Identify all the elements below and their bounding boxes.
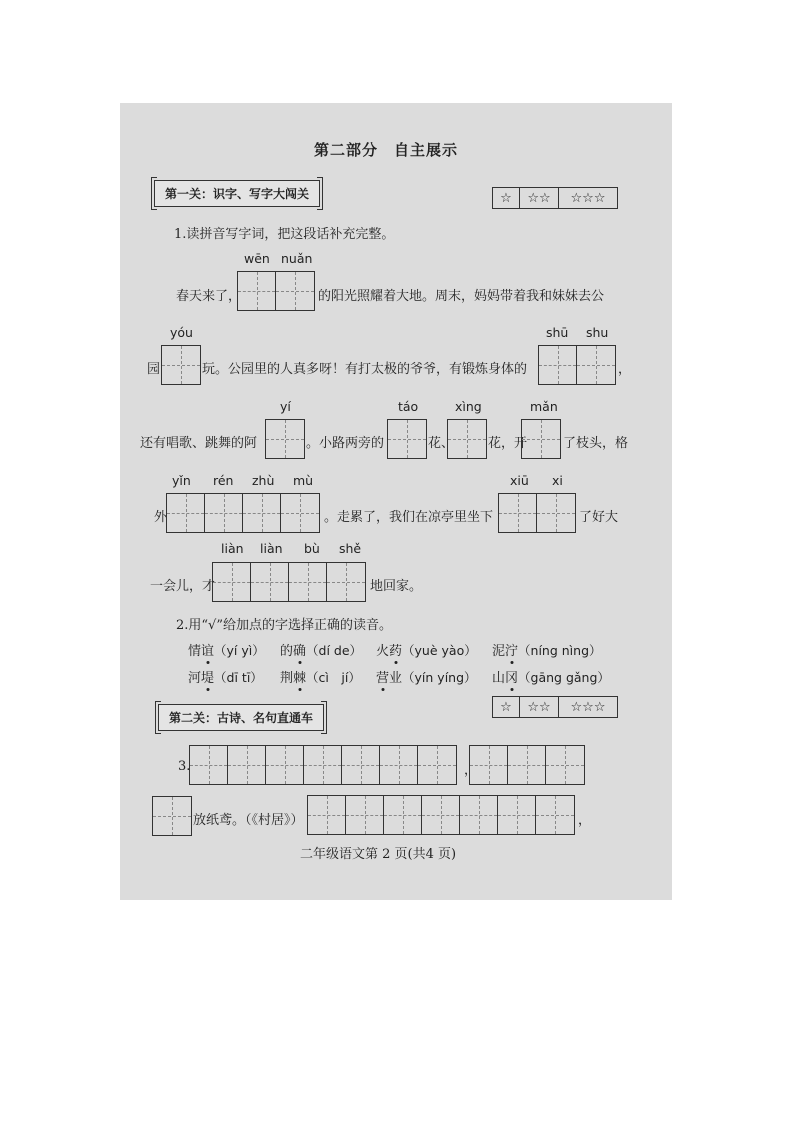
line2-text-a: 园: [147, 362, 161, 377]
char-box[interactable]: [522, 420, 560, 458]
q2-instruction: 2.用“√”给加点的字选择正确的读音。: [176, 618, 392, 633]
answer-boxes-shu-shu[interactable]: [538, 345, 616, 385]
pinyin-you: yóu: [170, 325, 193, 340]
char-box[interactable]: [190, 746, 228, 784]
q2-item-4[interactable]: 泥泞（níng nìng）: [492, 640, 602, 659]
char-box[interactable]: [238, 272, 276, 310]
char-box[interactable]: [470, 746, 508, 784]
line1-text-b: 的阳光照耀着大地。周末，妈妈带着我和妹妹去公: [318, 289, 605, 304]
char-box[interactable]: [327, 563, 365, 601]
char-box[interactable]: [508, 746, 546, 784]
line3-text-b: 。小路两旁的: [306, 436, 385, 451]
char-box[interactable]: [380, 746, 418, 784]
char-box[interactable]: [304, 746, 342, 784]
dotted-char: 确: [293, 640, 306, 659]
q2-item-2[interactable]: 的确（dí de）: [280, 640, 362, 659]
pinyin-mu: mù: [293, 473, 314, 488]
dotted-char: 泞: [505, 640, 518, 659]
pinyin-ren: rén: [213, 473, 234, 488]
line4-text-b: 。走累了，我们在凉亭里坐下: [324, 510, 494, 525]
answer-boxes-wen-nuan[interactable]: [237, 271, 315, 311]
pinyin-yi: yí: [280, 399, 291, 414]
pinyin-yin: yǐn: [172, 473, 191, 488]
dotted-char: 堤: [201, 667, 214, 686]
poem-boxes-line2[interactable]: [469, 745, 585, 785]
page-footer: 二年级语文第 2 页(共4 页): [300, 847, 457, 862]
section-2-star-rating[interactable]: [492, 696, 618, 718]
q2-item-1[interactable]: 情谊（yí yì）: [188, 640, 265, 659]
char-box[interactable]: [243, 494, 281, 532]
pinyin-zhu: zhù: [252, 473, 275, 488]
answer-boxes-lian-lian-bu-she[interactable]: [212, 562, 366, 602]
answer-boxes-yin-ren-zhu-mu[interactable]: [166, 493, 320, 533]
q3-comma-2: ，: [578, 813, 592, 828]
line2-text-c: ，: [618, 362, 632, 377]
line4-text-a: 外: [154, 510, 168, 525]
char-box[interactable]: [167, 494, 205, 532]
pinyin-man: mǎn: [530, 399, 558, 414]
answer-box-man[interactable]: [521, 419, 561, 459]
pinyin-shu2: shu: [586, 325, 609, 340]
star-rating-2[interactable]: ☆☆: [520, 697, 559, 717]
char-box[interactable]: [153, 797, 191, 835]
dotted-char: 谊: [201, 640, 214, 659]
char-box[interactable]: [384, 796, 422, 834]
char-box[interactable]: [308, 796, 346, 834]
char-box[interactable]: [536, 796, 574, 834]
char-box[interactable]: [537, 494, 575, 532]
answer-box-yi[interactable]: [265, 419, 305, 459]
char-box[interactable]: [546, 746, 584, 784]
char-box[interactable]: [213, 563, 251, 601]
char-box[interactable]: [539, 346, 577, 384]
char-box[interactable]: [289, 563, 327, 601]
q2-item-8[interactable]: 山冈（gāng gǎng）: [492, 667, 610, 686]
pinyin-lian2: liàn: [260, 541, 283, 556]
pinyin-shu1: shū: [546, 325, 569, 340]
char-box[interactable]: [276, 272, 314, 310]
char-box[interactable]: [499, 494, 537, 532]
answer-box-tao[interactable]: [387, 419, 427, 459]
char-box[interactable]: [205, 494, 243, 532]
char-box[interactable]: [448, 420, 486, 458]
q3-comma-1: ，: [464, 763, 478, 778]
q2-item-5[interactable]: 河堤（dī tī）: [188, 667, 263, 686]
q1-instruction: 1.读拼音写字词，把这段话补充完整。: [174, 227, 395, 242]
char-box[interactable]: [228, 746, 266, 784]
pinyin-xiu: xiū: [510, 473, 529, 488]
q3-text-mid: 放纸鸢。（《村居》）: [193, 813, 304, 828]
answer-box-you[interactable]: [161, 345, 201, 385]
poem-boxes-line1[interactable]: [189, 745, 457, 785]
star-rating-2[interactable]: ☆☆: [520, 188, 559, 208]
char-box[interactable]: [342, 746, 380, 784]
star-rating-3[interactable]: ☆☆☆: [570, 190, 606, 206]
char-box[interactable]: [251, 563, 289, 601]
star-rating-1[interactable]: ☆: [493, 188, 520, 208]
dotted-char: 冈: [505, 667, 518, 686]
pinyin-tao: táo: [398, 399, 419, 414]
section-1-star-rating[interactable]: [492, 187, 618, 209]
line5-text-a: 一会儿，才: [150, 579, 216, 594]
char-box[interactable]: [577, 346, 615, 384]
char-box[interactable]: [266, 420, 304, 458]
pinyin-lian1: liàn: [221, 541, 244, 556]
section-1-label: 第一关：识字、写字大闯关: [154, 180, 320, 207]
line4-text-c: 了好大: [579, 510, 619, 525]
line3-text-e: 了枝头，格: [563, 436, 629, 451]
line5-text-b: 地回家。: [370, 579, 423, 594]
char-box[interactable]: [346, 796, 384, 834]
line3-text-a: 还有唱歌、跳舞的阿: [140, 436, 258, 451]
star-rating-3[interactable]: ☆☆☆: [570, 699, 606, 715]
char-box[interactable]: [498, 796, 536, 834]
dotted-char: 营: [376, 667, 389, 686]
poem-box-line3[interactable]: [152, 796, 192, 836]
line2-text-b: 玩。公园里的人真多呀！有打太极的爷爷，有锻炼身体的: [202, 362, 528, 377]
star-rating-1[interactable]: ☆: [493, 697, 520, 717]
pinyin-xi: xi: [552, 473, 563, 488]
section-2-label: 第二关：古诗、名句直通车: [158, 704, 324, 731]
dotted-char: 棘: [293, 667, 306, 686]
dotted-char: 药: [389, 640, 402, 659]
poem-boxes-line4[interactable]: [307, 795, 575, 835]
line1-text-a: 春天来了，: [176, 289, 242, 304]
exam-page: [120, 103, 672, 900]
char-box[interactable]: [162, 346, 200, 384]
q2-item-3[interactable]: 火药（yuè yào）: [376, 640, 477, 659]
char-box[interactable]: [422, 796, 460, 834]
pinyin-bu: bù: [304, 541, 320, 556]
q3-number: 3.: [178, 759, 191, 774]
char-box[interactable]: [266, 746, 304, 784]
line3-text-d: 花，开: [488, 436, 528, 451]
page-title: 第二部分 自主展示: [314, 141, 459, 159]
char-box[interactable]: [460, 796, 498, 834]
char-box[interactable]: [418, 746, 456, 784]
pinyin-she: shě: [339, 541, 362, 556]
pinyin-xing: xìng: [455, 399, 482, 414]
answer-box-xing[interactable]: [447, 419, 487, 459]
char-box[interactable]: [281, 494, 319, 532]
pinyin-wen: wēn: [244, 251, 270, 266]
q2-item-7[interactable]: 营业（yín yíng）: [376, 667, 477, 686]
pinyin-nuan: nuǎn: [281, 251, 313, 266]
q2-item-6[interactable]: 荆棘（cì jí）: [280, 667, 361, 686]
line3-text-c: 花、: [428, 436, 455, 451]
char-box[interactable]: [388, 420, 426, 458]
answer-boxes-xiu-xi[interactable]: [498, 493, 576, 533]
